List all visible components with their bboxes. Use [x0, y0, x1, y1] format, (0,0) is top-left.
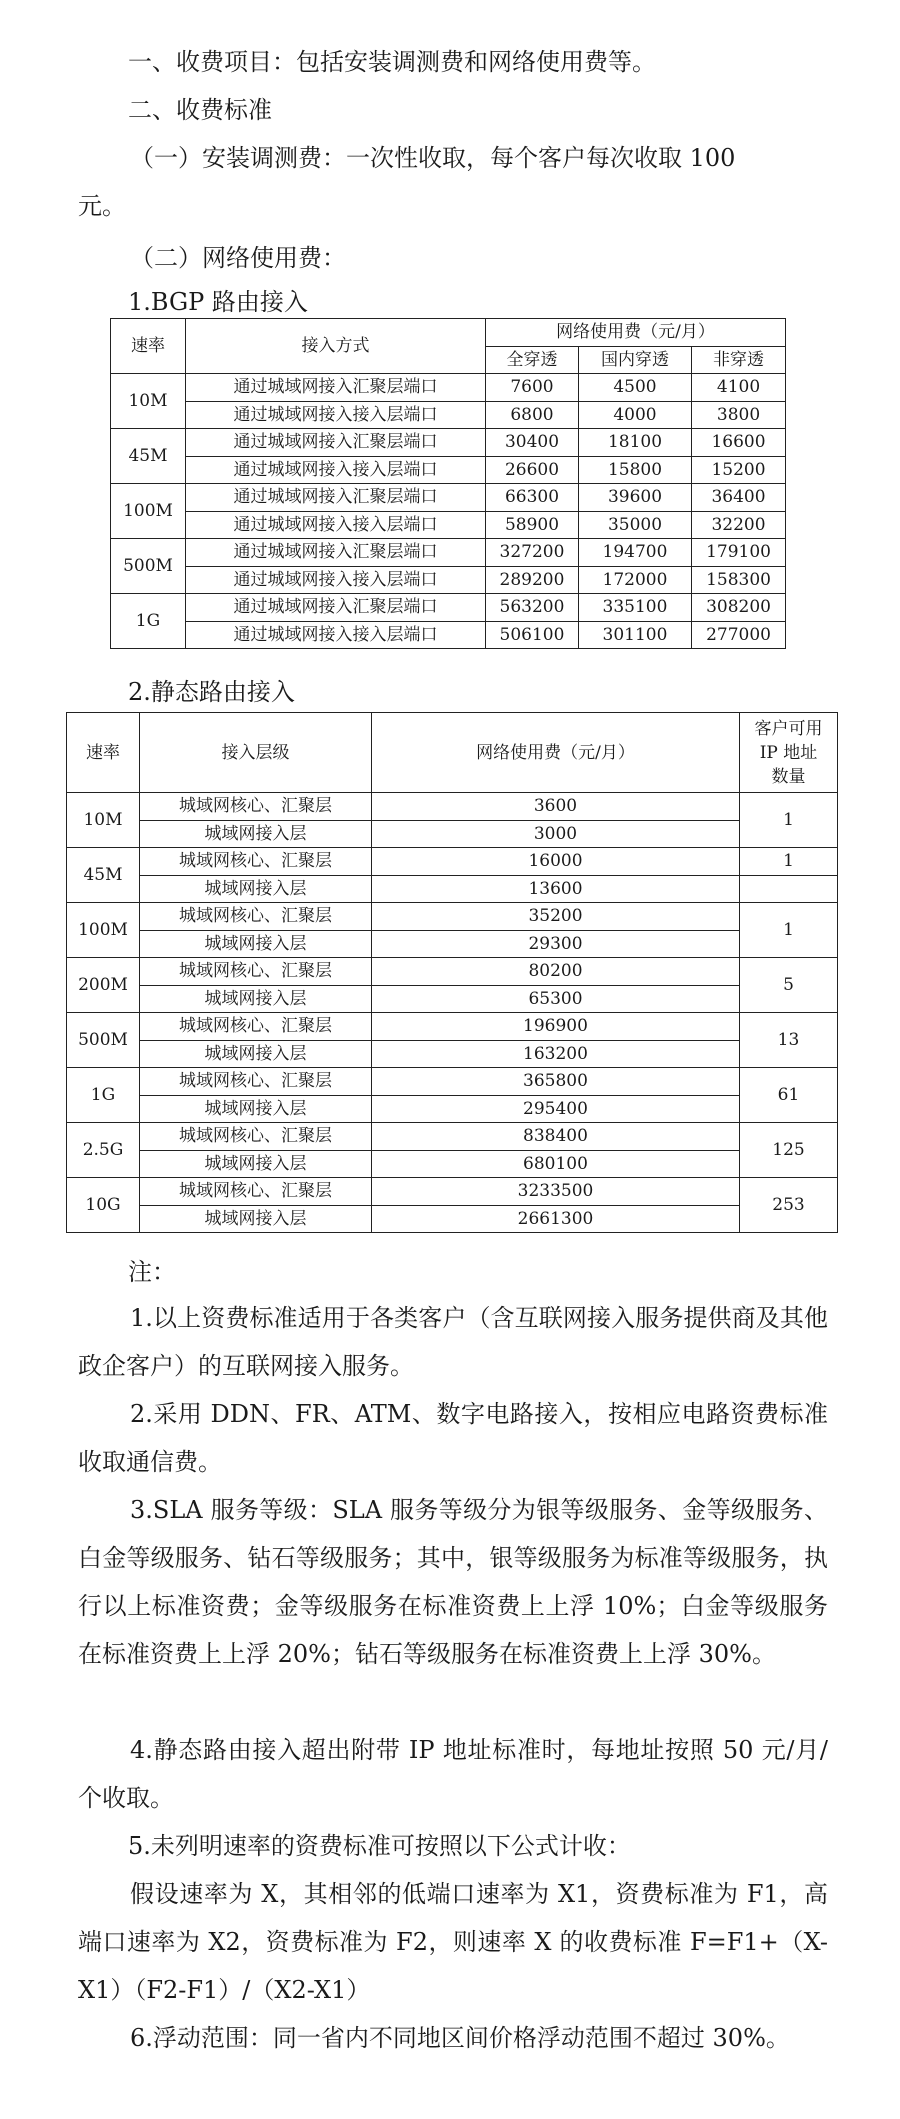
fee-cell: 13600: [372, 875, 740, 903]
method-cell: 通过城域网接入接入层端口: [186, 456, 486, 484]
ip-count-cell: 125: [740, 1123, 838, 1178]
fee-cell: 179100: [692, 539, 786, 567]
rate-cell: 10G: [67, 1178, 140, 1233]
install-fee-line-1: （一）安装调测费：一次性收取，每个客户每次收取 100: [130, 144, 736, 172]
level-cell: 城域网核心、汇聚层: [140, 958, 372, 986]
method-cell: 通过城域网接入汇聚层端口: [186, 539, 486, 567]
fee-cell: 26600: [486, 456, 579, 484]
table-row: [111, 511, 786, 539]
fee-cell: 289200: [486, 566, 579, 594]
ip-count-cell: 1: [740, 903, 838, 958]
fee-cell: 29300: [372, 930, 740, 958]
table-row: [67, 985, 838, 1013]
table-row: [67, 820, 838, 848]
note-3: 3.SLA 服务等级：SLA 服务等级分为银等级服务、金等级服务、白金等级服务、钻石等级服务；其中，银等级服务为标准等级服务，执行以上标准资费；金等级服务在标准资费上上浮 10%；白金等级服务在标准资费上上浮 20%；钻石等级服务在标准资费上上浮 30%。: [78, 1496, 828, 1668]
table-row: [67, 1095, 838, 1123]
table-row: [67, 793, 838, 821]
header-non-penetration: 非穿透: [692, 346, 786, 374]
fee-cell: 838400: [372, 1123, 740, 1151]
header-rate: 速率: [111, 319, 186, 374]
fee-cell: 36400: [692, 484, 786, 512]
note-heading: 注：: [128, 1258, 176, 1286]
level-cell: 城域网核心、汇聚层: [140, 903, 372, 931]
table-row: [111, 374, 786, 402]
method-cell: 通过城域网接入接入层端口: [186, 511, 486, 539]
table-row: [111, 429, 786, 457]
rate-cell: 1G: [111, 594, 186, 649]
section-heading-charge-standard: 二、收费标准: [128, 96, 272, 124]
table-row: [67, 848, 838, 876]
fee-cell: 7600: [486, 374, 579, 402]
rate-cell: 45M: [67, 848, 140, 903]
header-full-penetration: 全穿透: [486, 346, 579, 374]
rate-cell: 100M: [111, 484, 186, 539]
rate-cell: 200M: [67, 958, 140, 1013]
bgp-title: 1.BGP 路由接入: [128, 288, 308, 316]
level-cell: 城域网核心、汇聚层: [140, 848, 372, 876]
table-row: [67, 875, 838, 903]
fee-cell: 308200: [692, 594, 786, 622]
rate-cell: 500M: [111, 539, 186, 594]
ip-count-cell: 61: [740, 1068, 838, 1123]
table-row: [111, 566, 786, 594]
header-ip-count-line: IP 地址: [759, 742, 818, 763]
header-network-fee: 网络使用费（元/月）: [486, 319, 786, 347]
level-cell: 城域网接入层: [140, 1205, 372, 1233]
section-heading-charge-items: 一、收费项目：包括安装调测费和网络使用费等。: [128, 48, 656, 76]
table-row: [67, 958, 838, 986]
method-cell: 通过城域网接入汇聚层端口: [186, 429, 486, 457]
table-row: [111, 539, 786, 567]
fee-cell: 194700: [579, 539, 692, 567]
table-row: [67, 1040, 838, 1068]
method-cell: 通过城域网接入接入层端口: [186, 621, 486, 649]
fee-cell: 158300: [692, 566, 786, 594]
method-cell: 通过城域网接入汇聚层端口: [186, 594, 486, 622]
rate-cell: 2.5G: [67, 1123, 140, 1178]
header-ip-count-line: 客户可用: [754, 718, 823, 739]
fee-cell: 15800: [579, 456, 692, 484]
fee-cell: 196900: [372, 1013, 740, 1041]
header-ip-count: [740, 713, 838, 793]
table-row: [67, 1150, 838, 1178]
fee-cell: 18100: [579, 429, 692, 457]
level-cell: 城域网接入层: [140, 1040, 372, 1068]
rate-cell: 45M: [111, 429, 186, 484]
table-row: [67, 1123, 838, 1151]
level-cell: 城域网接入层: [140, 985, 372, 1013]
fee-cell: 4100: [692, 374, 786, 402]
level-cell: 城域网核心、汇聚层: [140, 1068, 372, 1096]
fee-cell: 35000: [579, 511, 692, 539]
header-domestic-penetration: 国内穿透: [579, 346, 692, 374]
fee-cell: 163200: [372, 1040, 740, 1068]
ip-count-cell: 13: [740, 1013, 838, 1068]
table-row: [67, 1178, 838, 1206]
table-row: [67, 1205, 838, 1233]
method-cell: 通过城域网接入汇聚层端口: [186, 484, 486, 512]
fee-cell: 80200: [372, 958, 740, 986]
fee-cell: 335100: [579, 594, 692, 622]
fee-cell: 680100: [372, 1150, 740, 1178]
fee-cell: 3800: [692, 401, 786, 429]
fee-cell: 58900: [486, 511, 579, 539]
level-cell: 城域网接入层: [140, 820, 372, 848]
header-ip-count-line: 数量: [771, 766, 806, 787]
install-fee-line-2: 元。: [78, 192, 126, 220]
method-cell: 通过城域网接入接入层端口: [186, 566, 486, 594]
note-2: 2.采用 DDN、FR、ATM、数字电路接入，按相应电路资费标准收取通信费。: [78, 1400, 828, 1476]
fee-cell: 15200: [692, 456, 786, 484]
table-row: [67, 1013, 838, 1041]
table-row: [111, 456, 786, 484]
fee-cell: 35200: [372, 903, 740, 931]
fee-cell: 3233500: [372, 1178, 740, 1206]
fee-cell: 32200: [692, 511, 786, 539]
fee-cell: 172000: [579, 566, 692, 594]
header-method: 接入方式: [186, 319, 486, 374]
fee-cell: 3000: [372, 820, 740, 848]
fee-cell: 39600: [579, 484, 692, 512]
ip-count-cell: 253: [740, 1178, 838, 1233]
table-row: [111, 401, 786, 429]
fee-cell: 16000: [372, 848, 740, 876]
rate-cell: 10M: [111, 374, 186, 429]
fee-cell: 66300: [486, 484, 579, 512]
level-cell: 城域网核心、汇聚层: [140, 1013, 372, 1041]
table-row: [67, 930, 838, 958]
fee-cell: 277000: [692, 621, 786, 649]
note-4: 4.静态路由接入超出附带 IP 地址标准时，每地址按照 50 元/月/个收取。: [78, 1736, 828, 1812]
fee-cell: 295400: [372, 1095, 740, 1123]
note-5-formula: 假设速率为 X，其相邻的低端口速率为 X1，资费标准为 F1，高端口速率为 X2，资费标准为 F2，则速率 X 的收费标准 F=F1+（X-X1）（F2-F1）/（X2-X1）: [78, 1880, 828, 2004]
ip-count-cell-empty: [740, 875, 838, 903]
network-fee-heading: （二）网络使用费：: [130, 244, 346, 272]
static-route-fee-table: [66, 712, 838, 1233]
header-rate: 速率: [67, 713, 140, 793]
level-cell: 城域网核心、汇聚层: [140, 793, 372, 821]
level-cell: 城域网接入层: [140, 930, 372, 958]
level-cell: 城域网核心、汇聚层: [140, 1123, 372, 1151]
method-cell: 通过城域网接入汇聚层端口: [186, 374, 486, 402]
fee-cell: 3600: [372, 793, 740, 821]
fee-cell: 2661300: [372, 1205, 740, 1233]
rate-cell: 500M: [67, 1013, 140, 1068]
fee-cell: 65300: [372, 985, 740, 1013]
table-row: [67, 903, 838, 931]
table-row: [111, 621, 786, 649]
level-cell: 城域网接入层: [140, 1095, 372, 1123]
ip-count-cell: 1: [740, 848, 838, 876]
bgp-fee-table: [110, 318, 786, 649]
table-row: [111, 484, 786, 512]
fee-cell: 327200: [486, 539, 579, 567]
fee-cell: 6800: [486, 401, 579, 429]
fee-cell: 30400: [486, 429, 579, 457]
fee-cell: 301100: [579, 621, 692, 649]
note-5: 5.未列明速率的资费标准可按照以下公式计收：: [128, 1832, 631, 1860]
table-row: [111, 594, 786, 622]
header-network-fee: 网络使用费（元/月）: [372, 713, 740, 793]
rate-cell: 100M: [67, 903, 140, 958]
note-6: 6.浮动范围：同一省内不同地区间价格浮动范围不超过 30%。: [130, 2024, 790, 2052]
level-cell: 城域网接入层: [140, 1150, 372, 1178]
ip-count-cell: 5: [740, 958, 838, 1013]
level-cell: 城域网接入层: [140, 875, 372, 903]
level-cell: 城域网核心、汇聚层: [140, 1178, 372, 1206]
header-level: 接入层级: [140, 713, 372, 793]
fee-cell: 506100: [486, 621, 579, 649]
fee-cell: 16600: [692, 429, 786, 457]
static-route-title: 2.静态路由接入: [128, 678, 295, 706]
fee-cell: 365800: [372, 1068, 740, 1096]
rate-cell: 1G: [67, 1068, 140, 1123]
ip-count-cell: 1: [740, 793, 838, 848]
method-cell: 通过城域网接入接入层端口: [186, 401, 486, 429]
rate-cell: 10M: [67, 793, 140, 848]
fee-cell: 4500: [579, 374, 692, 402]
fee-cell: 563200: [486, 594, 579, 622]
note-1: 1.以上资费标准适用于各类客户（含互联网接入服务提供商及其他政企客户）的互联网接入服务。: [78, 1304, 828, 1380]
fee-cell: 4000: [579, 401, 692, 429]
table-row: [67, 1068, 838, 1096]
